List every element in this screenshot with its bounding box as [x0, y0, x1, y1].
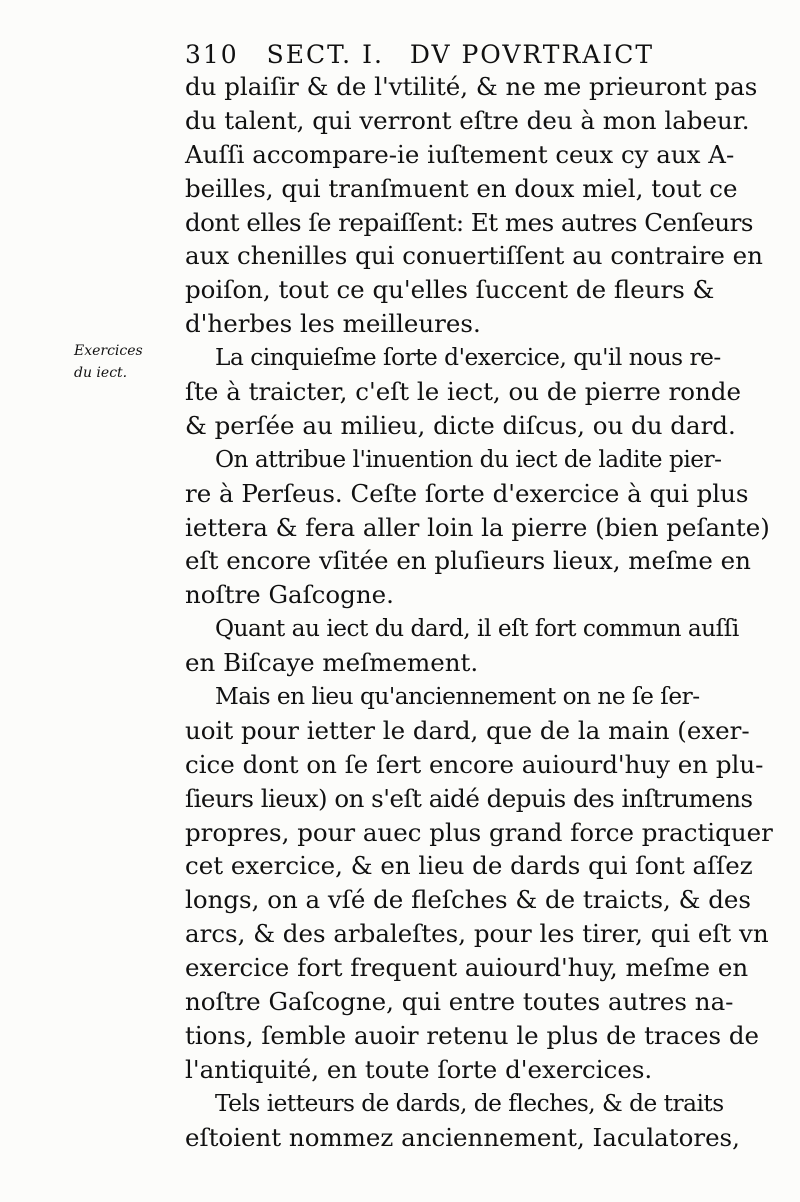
text-line: l'antiquité, en toute ſorte d'exercices.: [185, 1054, 653, 1084]
text-line: On attribue l'inuention du iect de ladite pier-: [215, 445, 722, 473]
text-line: noſtre Gaſcogne, qui entre toutes autres na-: [185, 987, 734, 1017]
text-line: Tels ietteurs de dards, de fleches, & de traits: [215, 1089, 724, 1117]
text-line: dont elles ſe repaiſſent: Et mes autres Cenſeurs: [185, 207, 753, 237]
text-line: tions, ſemble auoir retenu le plus de traces de: [185, 1020, 760, 1050]
text-line: & perſée au milieu, dicte diſcus, ou du dard.: [185, 410, 736, 440]
text-line: iettera & fera aller loin la pierre (bien peſante): [185, 512, 770, 542]
margin-note-line: Exercices: [74, 343, 143, 359]
text-line: en Biſcaye meſmement.: [185, 648, 479, 678]
section-label: SECT. I.: [266, 40, 384, 69]
text-line: Mais en lieu qu'anciennement on ne ſe ſer-: [215, 683, 700, 711]
text-line: noſtre Gaſcogne.: [185, 580, 394, 610]
text-line: du plaiſir & de l'vtilité, & ne me prieuront pas: [185, 72, 758, 101]
text-line: eſt encore vſitée en pluſieurs lieux, meſme en: [185, 546, 751, 576]
text-line: ſieurs lieux) on s'eſt aidé depuis des inſtrumens: [185, 783, 753, 813]
running-title: DV POVRTRAICT: [409, 40, 655, 69]
text-line: du talent, qui verront eſtre deu à mon labeur.: [185, 105, 750, 135]
text-line: longs, on a vſé de fleſches & de traicts, & des: [185, 885, 751, 915]
text-line: poiſon, tout ce qu'elles ſuccent de fleurs &: [185, 275, 715, 305]
running-header: [185, 40, 654, 69]
text-line: cice dont on ſe ſert encore auiourd'huy en plu-: [185, 749, 764, 779]
text-line: uoit pour ietter le dard, que de la main (exer-: [185, 715, 750, 745]
text-line: cet exercice, & en lieu de dards qui ſont aſſez: [185, 851, 753, 881]
text-line: re à Perſeus. Ceſte ſorte d'exercice à qui plus: [185, 478, 749, 508]
text-line: exercice fort frequent auiourd'huy, meſme en: [185, 953, 749, 983]
text-line: eſtoient nommez anciennement, Iaculatores,: [185, 1122, 740, 1152]
text-line: La cinquieſme ſorte d'exercice, qu'il nous re-: [215, 344, 721, 372]
margin-note: [74, 340, 164, 384]
text-line: propres, pour auec plus grand force practiquer: [185, 817, 773, 847]
text-line: aux chenilles qui conuertiſſent au contraire en: [185, 241, 763, 271]
page-number: 310: [185, 40, 239, 69]
text-line: ſte à traicter, c'eſt le iect, ou de pierre ronde: [185, 377, 741, 407]
text-line: Quant au iect du dard, il eſt fort commun auſſi: [215, 615, 739, 643]
body-text: [185, 70, 775, 1155]
text-line: Auſſi accompare-ie iuſtement ceux cy aux A-: [185, 139, 735, 169]
text-line: arcs, & des arbaleſtes, pour les tirer, qui eſt vn: [185, 919, 769, 949]
text-line: d'herbes les meilleures.: [185, 309, 481, 339]
text-line: beilles, qui tranſmuent en doux miel, tout ce: [185, 173, 738, 203]
margin-note-line: du iect.: [74, 365, 128, 381]
